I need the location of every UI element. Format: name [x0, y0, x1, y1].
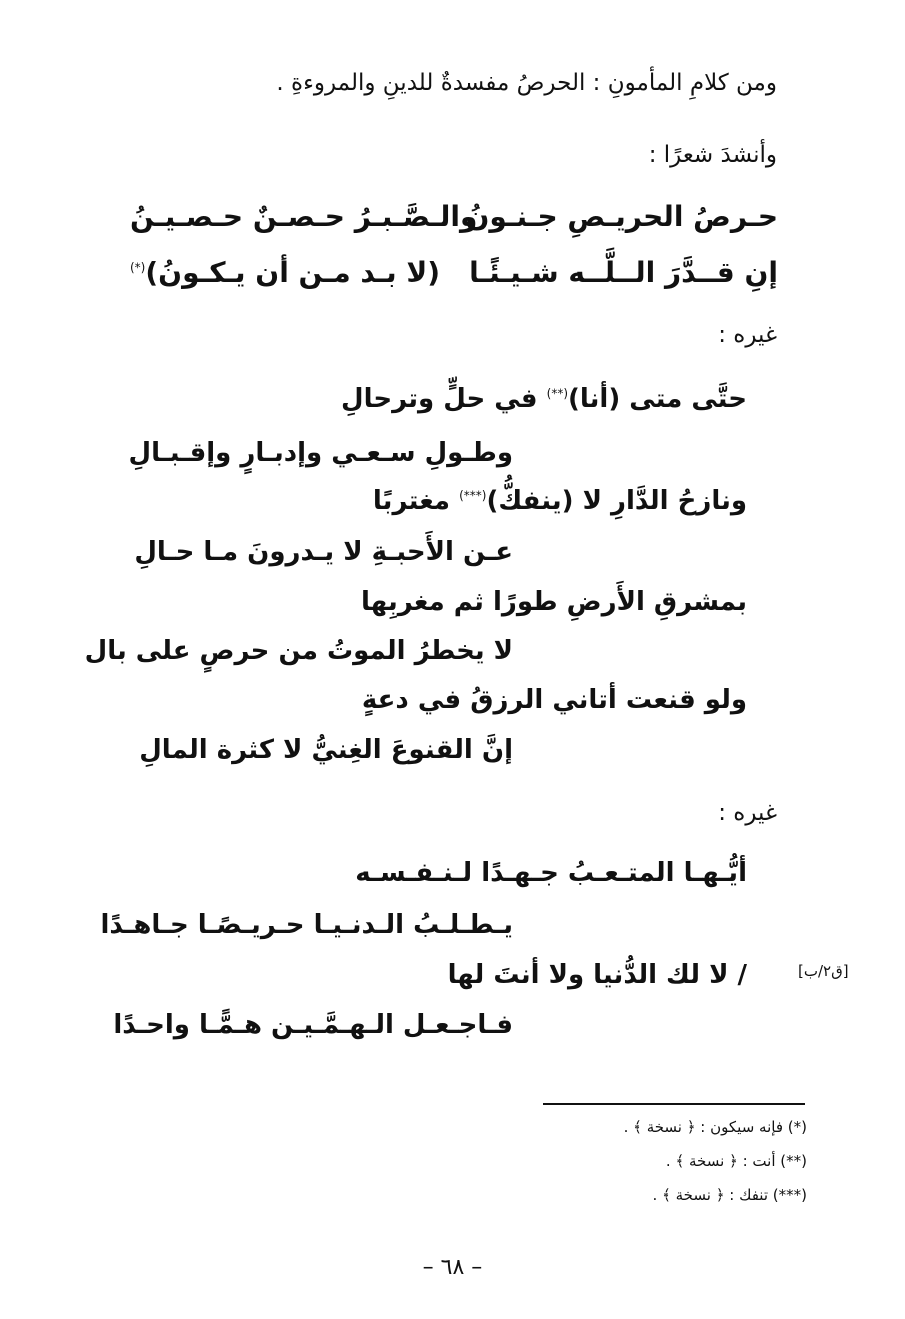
footnote-3: [653, 1186, 807, 1204]
footnote-2-text: أنت : ﴿ نسخة ﴾ .: [665, 1152, 776, 1170]
verse-line-2-left-text: (لا بـد مـن أن يـكـونُ): [145, 256, 441, 289]
verse-line-2: [130, 256, 778, 296]
footnote-3-text: تنفك : ﴿ نسخة ﴾ .: [652, 1186, 768, 1204]
prose-line-2: وأنشدَ شعرًا :: [648, 142, 777, 168]
footnote-ref-3: (***): [459, 488, 487, 503]
verse-line-1: [130, 200, 778, 240]
poem2-line-1: أيُّـهـا المتـعـبُ جـهـدًا لـنـفـسـه: [355, 858, 747, 888]
footnote-2-mark: (**): [780, 1152, 807, 1170]
poem2-line-3: / لا لك الدُّنيا ولا أنتَ لها: [447, 960, 747, 990]
poem1-line-3-pre: ونازحُ الدَّارِ لا (ينفكُّ): [486, 486, 747, 516]
verse-line-1-right-hemistich: حـرصُ الحريـصِ جـنـونُ: [465, 200, 778, 233]
poem1-line-4: عـن الأَحبـةِ لا يـدرونَ مـا حـالِ: [134, 537, 513, 567]
folio-marginal-note: [ق٢/ب]: [798, 962, 849, 980]
verse-line-2-right-hemistich: إنِ قــدَّرَ الــلَّــه شـيـئًـا: [469, 256, 778, 289]
section-label-2: غيره :: [718, 800, 777, 826]
poem1-line-1-pre: حتَّى متى (أنا): [568, 384, 747, 414]
poem1-line-1-post: في حلٍّ وترحالِ: [341, 384, 538, 414]
verse-line-1-left-hemistich: والـصَّـبـرُ حـصـنٌ حـصـيـنُ: [130, 200, 478, 233]
footnote-1-mark: (*): [787, 1118, 807, 1136]
poem1-line-3: [373, 486, 747, 517]
page-number: – ٦٨ –: [422, 1255, 483, 1280]
footnote-1-text: فإنه سيكون : ﴿ نسخة ﴾ .: [623, 1118, 783, 1136]
verse-line-2-left-hemistich: [130, 256, 440, 290]
poem1-line-3-post: مغتربًا: [372, 486, 451, 516]
footnote-ref-1: (*): [130, 260, 146, 275]
poem2-line-2: يـطـلـبُ الـدنـيـا حـريـصًـا جـاهـدًا: [100, 910, 513, 940]
poem1-line-8: إنَّ القنوعَ الغِنيُّ لا كثرة المالِ: [139, 735, 513, 765]
footnote-separator: [543, 1103, 805, 1105]
poem1-line-2: وطـولِ سـعـي وإدبـارٍ وإقـبـالِ: [128, 438, 513, 468]
footnote-2: [666, 1152, 807, 1170]
footnote-ref-2: (**): [546, 386, 569, 401]
poem1-line-1: [341, 384, 747, 415]
footnote-1: [624, 1118, 807, 1136]
poem1-line-5: بمشرقِ الأَرضِ طورًا ثم مغربِها: [361, 587, 747, 617]
poem2-line-4: فـاجـعـل الـهـمَّـيـن هـمًّـا واحـدًا: [113, 1010, 513, 1040]
footnote-3-mark: (***): [772, 1186, 807, 1204]
poem1-line-6: لا يخطرُ الموتُ من حرصٍ على بال: [84, 636, 513, 666]
prose-line-1: ومن كلامِ المأمونِ : الحرصُ مفسدةٌ للدينِ والمروءةِ .: [276, 70, 777, 96]
section-label-1: غيره :: [718, 322, 777, 348]
poem1-line-7: ولو قنعت أتاني الرزقُ في دعةٍ: [361, 685, 747, 715]
